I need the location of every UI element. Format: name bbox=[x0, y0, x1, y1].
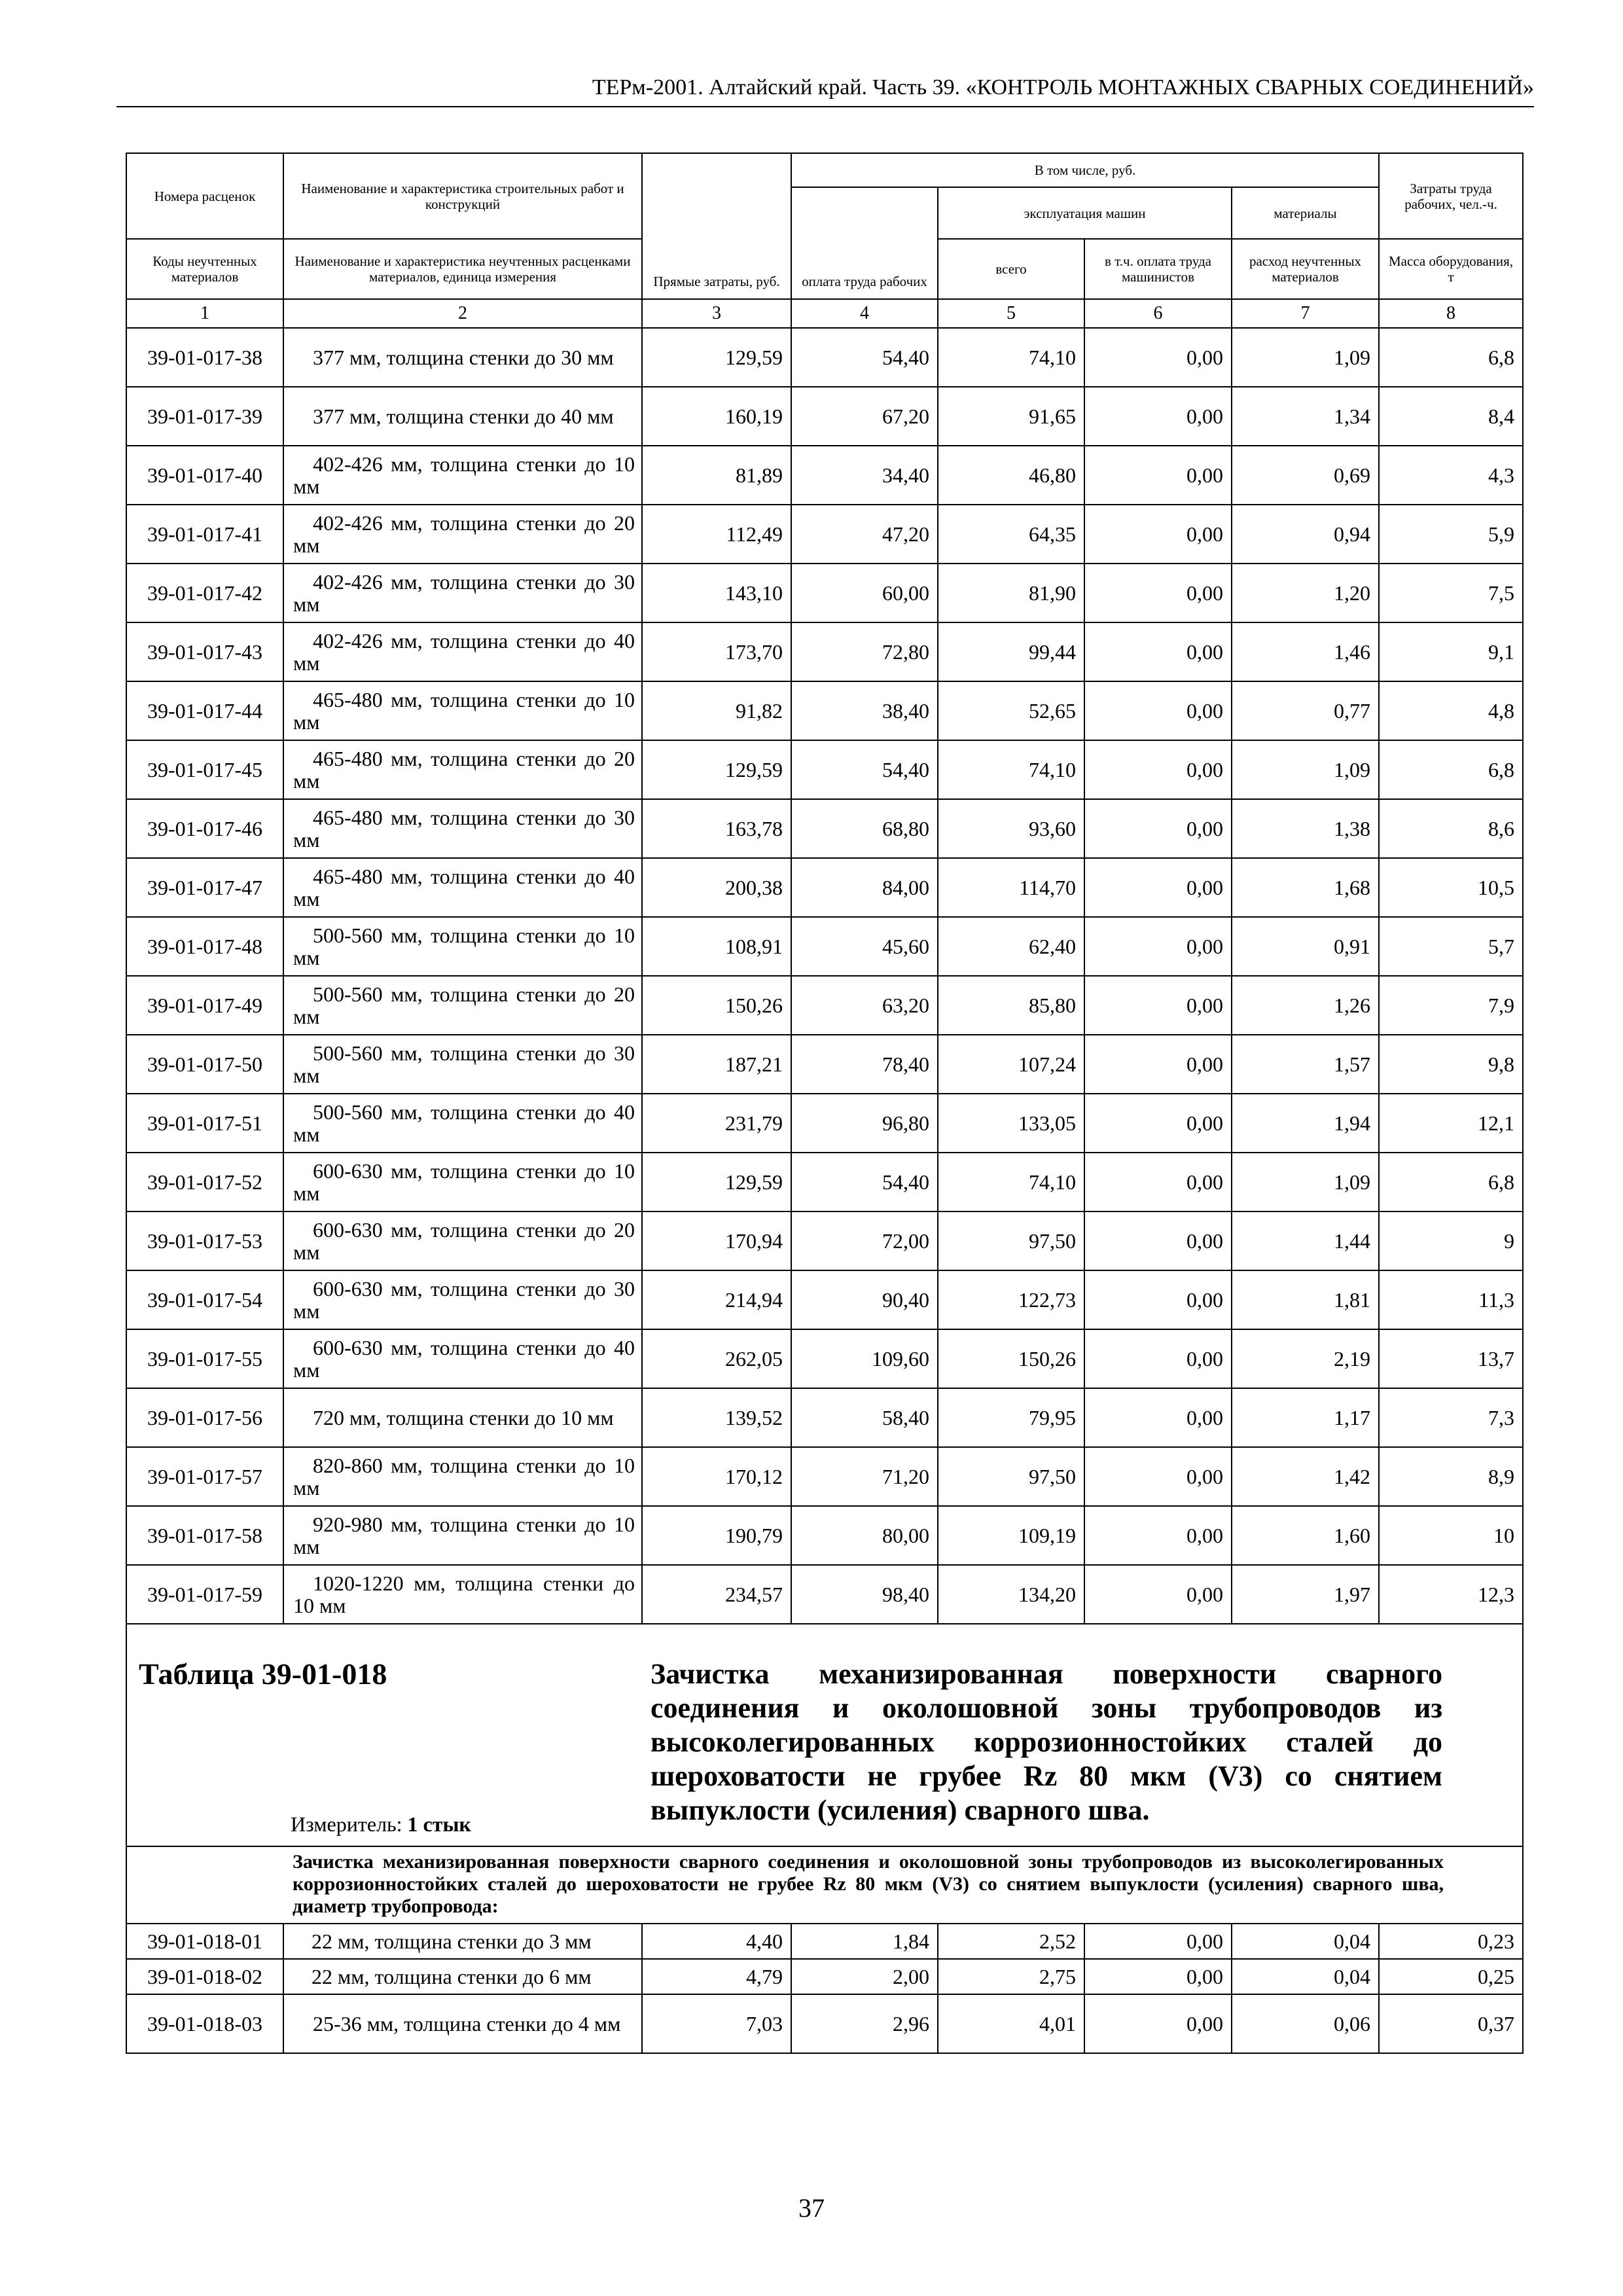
materials-cost: 1,17 bbox=[1232, 1388, 1379, 1447]
direct-cost: 160,19 bbox=[642, 387, 791, 446]
labor-pay: 54,40 bbox=[791, 740, 938, 799]
rate-code: 39-01-017-44 bbox=[126, 681, 283, 740]
machine-cost: 52,65 bbox=[938, 681, 1084, 740]
rate-code: 39-01-017-43 bbox=[126, 622, 283, 681]
materials-cost: 1,94 bbox=[1232, 1094, 1379, 1153]
materials-cost: 0,69 bbox=[1232, 446, 1379, 505]
column-number: 6 bbox=[1084, 299, 1232, 328]
rate-code: 39-01-017-54 bbox=[126, 1270, 283, 1329]
labor-pay: 72,00 bbox=[791, 1211, 938, 1270]
labor-hours: 12,1 bbox=[1379, 1094, 1523, 1153]
machine-cost: 74,10 bbox=[938, 328, 1084, 387]
machine-cost: 91,65 bbox=[938, 387, 1084, 446]
table-row bbox=[126, 1447, 1523, 1506]
machine-labor-pay: 0,00 bbox=[1084, 976, 1232, 1035]
table-title: Зачистка механизированная поверхности сварного соединения и околошовной зоны трубопроводов из высоколегированных коррозионностойких сталей до шероховатости не грубее Rz 80 мкм (V3) со снятием выпуклости (усиления) сварного шва. bbox=[651, 1658, 1442, 1826]
rate-description: 402-426 мм, толщина стенки до 10 мм bbox=[283, 446, 642, 505]
direct-cost: 4,40 bbox=[642, 1924, 791, 1959]
machine-cost: 4,01 bbox=[938, 1994, 1084, 2053]
col-code-bottom: Коды неучтенных материалов bbox=[126, 239, 283, 299]
rate-code: 39-01-017-57 bbox=[126, 1447, 283, 1506]
labor-pay: 34,40 bbox=[791, 446, 938, 505]
direct-cost: 234,57 bbox=[642, 1565, 791, 1624]
materials-cost: 0,04 bbox=[1232, 1924, 1379, 1959]
table-row bbox=[126, 622, 1523, 681]
col-labor: оплата труда рабочих bbox=[791, 187, 938, 299]
labor-hours: 7,9 bbox=[1379, 976, 1523, 1035]
direct-cost: 200,38 bbox=[642, 858, 791, 917]
rate-description: 600-630 мм, толщина стенки до 30 мм bbox=[283, 1270, 642, 1329]
table-header bbox=[126, 153, 1523, 328]
table-row bbox=[126, 505, 1523, 564]
col-name-top: Наименование и характеристика строительных работ и конструкций bbox=[283, 153, 642, 239]
materials-cost: 1,46 bbox=[1232, 622, 1379, 681]
materials-cost: 1,26 bbox=[1232, 976, 1379, 1035]
machine-cost: 150,26 bbox=[938, 1329, 1084, 1388]
direct-cost: 187,21 bbox=[642, 1035, 791, 1094]
labor-hours: 5,7 bbox=[1379, 917, 1523, 976]
labor-pay: 90,40 bbox=[791, 1270, 938, 1329]
machine-labor-pay: 0,00 bbox=[1084, 505, 1232, 564]
rate-description: 500-560 мм, толщина стенки до 10 мм bbox=[283, 917, 642, 976]
rates-table bbox=[126, 152, 1524, 2054]
machine-cost: 97,50 bbox=[938, 1447, 1084, 1506]
labor-pay: 47,20 bbox=[791, 505, 938, 564]
materials-cost: 1,09 bbox=[1232, 740, 1379, 799]
machine-labor-pay: 0,00 bbox=[1084, 799, 1232, 858]
materials-cost: 2,19 bbox=[1232, 1329, 1379, 1388]
machine-cost: 79,95 bbox=[938, 1388, 1084, 1447]
rate-description: 600-630 мм, толщина стенки до 20 мм bbox=[283, 1211, 642, 1270]
machine-cost: 64,35 bbox=[938, 505, 1084, 564]
machine-labor-pay: 0,00 bbox=[1084, 387, 1232, 446]
machine-labor-pay: 0,00 bbox=[1084, 1094, 1232, 1153]
machine-cost: 46,80 bbox=[938, 446, 1084, 505]
table-label: Таблица 39-01-018 bbox=[139, 1657, 387, 1691]
labor-pay: 78,40 bbox=[791, 1035, 938, 1094]
rate-description: 820-860 мм, толщина стенки до 10 мм bbox=[283, 1447, 642, 1506]
labor-pay: 60,00 bbox=[791, 564, 938, 622]
rate-code: 39-01-017-52 bbox=[126, 1153, 283, 1211]
col-machines-labor: в т.ч. оплата труда машинистов bbox=[1084, 239, 1232, 299]
direct-cost: 139,52 bbox=[642, 1388, 791, 1447]
machine-cost: 114,70 bbox=[938, 858, 1084, 917]
labor-hours: 5,9 bbox=[1379, 505, 1523, 564]
machine-labor-pay: 0,00 bbox=[1084, 622, 1232, 681]
labor-pay: 2,00 bbox=[791, 1959, 938, 1994]
table-body-018 bbox=[126, 1924, 1523, 2053]
column-numbers-row bbox=[126, 299, 1523, 328]
col-including: В том числе, руб. bbox=[791, 153, 1379, 187]
direct-cost: 262,05 bbox=[642, 1329, 791, 1388]
rate-description: 22 мм, толщина стенки до 6 мм bbox=[283, 1959, 642, 1994]
labor-pay: 98,40 bbox=[791, 1565, 938, 1624]
labor-hours: 6,8 bbox=[1379, 1153, 1523, 1211]
machine-cost: 93,60 bbox=[938, 799, 1084, 858]
direct-cost: 190,79 bbox=[642, 1506, 791, 1565]
labor-hours: 4,8 bbox=[1379, 681, 1523, 740]
machine-cost: 107,24 bbox=[938, 1035, 1084, 1094]
table-row bbox=[126, 1035, 1523, 1094]
table-row bbox=[126, 681, 1523, 740]
rate-code: 39-01-017-48 bbox=[126, 917, 283, 976]
table-row bbox=[126, 1094, 1523, 1153]
machine-labor-pay: 0,00 bbox=[1084, 740, 1232, 799]
labor-hours: 0,25 bbox=[1379, 1959, 1523, 1994]
table-row bbox=[126, 1388, 1523, 1447]
materials-cost: 1,20 bbox=[1232, 564, 1379, 622]
page-number: 37 bbox=[798, 2193, 825, 2223]
labor-pay: 1,84 bbox=[791, 1924, 938, 1959]
machine-cost: 74,10 bbox=[938, 1153, 1084, 1211]
machine-labor-pay: 0,00 bbox=[1084, 564, 1232, 622]
table-row bbox=[126, 387, 1523, 446]
machine-labor-pay: 0,00 bbox=[1084, 1506, 1232, 1565]
labor-pay: 54,40 bbox=[791, 328, 938, 387]
column-number: 7 bbox=[1232, 299, 1379, 328]
materials-cost: 0,06 bbox=[1232, 1994, 1379, 2053]
header-rule bbox=[116, 106, 1534, 107]
machine-labor-pay: 0,00 bbox=[1084, 1994, 1232, 2053]
table-row bbox=[126, 858, 1523, 917]
table-row bbox=[126, 799, 1523, 858]
direct-cost: 129,59 bbox=[642, 1153, 791, 1211]
rate-description: 600-630 мм, толщина стенки до 40 мм bbox=[283, 1329, 642, 1388]
labor-pay: 38,40 bbox=[791, 681, 938, 740]
rate-code: 39-01-017-41 bbox=[126, 505, 283, 564]
machine-cost: 62,40 bbox=[938, 917, 1084, 976]
rate-code: 39-01-017-58 bbox=[126, 1506, 283, 1565]
rate-code: 39-01-017-56 bbox=[126, 1388, 283, 1447]
rate-description: 1020-1220 мм, толщина стенки до 10 мм bbox=[283, 1565, 642, 1624]
rate-code: 39-01-017-50 bbox=[126, 1035, 283, 1094]
rate-description: 402-426 мм, толщина стенки до 20 мм bbox=[283, 505, 642, 564]
labor-pay: 63,20 bbox=[791, 976, 938, 1035]
direct-cost: 214,94 bbox=[642, 1270, 791, 1329]
column-number: 5 bbox=[938, 299, 1084, 328]
rate-code: 39-01-018-03 bbox=[126, 1994, 283, 2053]
table-row bbox=[126, 1565, 1523, 1624]
rate-description: 25-36 мм, толщина стенки до 4 мм bbox=[283, 1994, 642, 2053]
direct-cost: 143,10 bbox=[642, 564, 791, 622]
labor-hours: 6,8 bbox=[1379, 740, 1523, 799]
materials-cost: 0,94 bbox=[1232, 505, 1379, 564]
labor-pay: 58,40 bbox=[791, 1388, 938, 1447]
rate-code: 39-01-018-02 bbox=[126, 1959, 283, 1994]
labor-pay: 109,60 bbox=[791, 1329, 938, 1388]
col-code-top: Номера расценок bbox=[126, 153, 283, 239]
table-row bbox=[126, 917, 1523, 976]
machine-labor-pay: 0,00 bbox=[1084, 1924, 1232, 1959]
machine-labor-pay: 0,00 bbox=[1084, 1565, 1232, 1624]
rate-code: 39-01-017-40 bbox=[126, 446, 283, 505]
rate-description: 22 мм, толщина стенки до 3 мм bbox=[283, 1924, 642, 1959]
direct-cost: 108,91 bbox=[642, 917, 791, 976]
table-body-017 bbox=[126, 328, 1523, 1624]
col-machines: эксплуатация машин bbox=[938, 187, 1232, 239]
labor-pay: 54,40 bbox=[791, 1153, 938, 1211]
measure-label: Измеритель: bbox=[291, 1812, 402, 1836]
materials-cost: 0,91 bbox=[1232, 917, 1379, 976]
materials-cost: 1,57 bbox=[1232, 1035, 1379, 1094]
rate-code: 39-01-017-45 bbox=[126, 740, 283, 799]
materials-cost: 1,09 bbox=[1232, 1153, 1379, 1211]
labor-hours: 4,3 bbox=[1379, 446, 1523, 505]
labor-hours: 7,5 bbox=[1379, 564, 1523, 622]
labor-hours: 8,9 bbox=[1379, 1447, 1523, 1506]
machine-cost: 134,20 bbox=[938, 1565, 1084, 1624]
machine-labor-pay: 0,00 bbox=[1084, 1270, 1232, 1329]
rate-code: 39-01-018-01 bbox=[126, 1924, 283, 1959]
rate-code: 39-01-017-49 bbox=[126, 976, 283, 1035]
machine-cost: 81,90 bbox=[938, 564, 1084, 622]
rate-description: 377 мм, толщина стенки до 30 мм bbox=[283, 328, 642, 387]
rate-description: 465-480 мм, толщина стенки до 30 мм bbox=[283, 799, 642, 858]
labor-pay: 96,80 bbox=[791, 1094, 938, 1153]
group-spacer bbox=[126, 1846, 283, 1924]
machine-labor-pay: 0,00 bbox=[1084, 917, 1232, 976]
table-row bbox=[126, 1506, 1523, 1565]
col-machines-total: всего bbox=[938, 239, 1084, 299]
machine-cost: 74,10 bbox=[938, 740, 1084, 799]
labor-pay: 2,96 bbox=[791, 1994, 938, 2053]
rate-code: 39-01-017-59 bbox=[126, 1565, 283, 1624]
rate-code: 39-01-017-39 bbox=[126, 387, 283, 446]
machine-cost: 122,73 bbox=[938, 1270, 1084, 1329]
table-018-heading bbox=[126, 1624, 1523, 1924]
rate-description: 465-480 мм, толщина стенки до 40 мм bbox=[283, 858, 642, 917]
labor-hours: 6,8 bbox=[1379, 328, 1523, 387]
rate-description: 920-980 мм, толщина стенки до 10 мм bbox=[283, 1506, 642, 1565]
labor-hours: 12,3 bbox=[1379, 1565, 1523, 1624]
machine-labor-pay: 0,00 bbox=[1084, 1329, 1232, 1388]
direct-cost: 7,03 bbox=[642, 1994, 791, 2053]
direct-cost: 173,70 bbox=[642, 622, 791, 681]
rate-description: 465-480 мм, толщина стенки до 10 мм bbox=[283, 681, 642, 740]
table-row bbox=[126, 1329, 1523, 1388]
column-number: 1 bbox=[126, 299, 283, 328]
direct-cost: 112,49 bbox=[642, 505, 791, 564]
machine-cost: 99,44 bbox=[938, 622, 1084, 681]
table-row bbox=[126, 446, 1523, 505]
table-row bbox=[126, 976, 1523, 1035]
labor-hours: 10,5 bbox=[1379, 858, 1523, 917]
machine-labor-pay: 0,00 bbox=[1084, 681, 1232, 740]
measure-unit bbox=[291, 1812, 471, 1837]
table-row bbox=[126, 1924, 1523, 1959]
col-equipment-mass: Масса оборудования, т bbox=[1379, 239, 1523, 299]
labor-pay: 72,80 bbox=[791, 622, 938, 681]
rate-description: 500-560 мм, толщина стенки до 40 мм bbox=[283, 1094, 642, 1153]
machine-cost: 109,19 bbox=[938, 1506, 1084, 1565]
direct-cost: 129,59 bbox=[642, 740, 791, 799]
materials-cost: 1,38 bbox=[1232, 799, 1379, 858]
labor-pay: 45,60 bbox=[791, 917, 938, 976]
machine-cost: 2,52 bbox=[938, 1924, 1084, 1959]
materials-cost: 1,42 bbox=[1232, 1447, 1379, 1506]
machine-labor-pay: 0,00 bbox=[1084, 1035, 1232, 1094]
labor-hours: 13,7 bbox=[1379, 1329, 1523, 1388]
materials-cost: 1,09 bbox=[1232, 328, 1379, 387]
labor-hours: 11,3 bbox=[1379, 1270, 1523, 1329]
col-materials: материалы bbox=[1232, 187, 1379, 239]
table-title-cell bbox=[126, 1624, 1523, 1846]
running-header: ТЕРм-2001. Алтайский край. Часть 39. «КОНТРОЛЬ МОНТАЖНЫХ СВАРНЫХ СОЕДИНЕНИЙ» bbox=[592, 75, 1534, 99]
labor-hours: 9 bbox=[1379, 1211, 1523, 1270]
table-row bbox=[126, 1211, 1523, 1270]
table-row bbox=[126, 1959, 1523, 1994]
direct-cost: 81,89 bbox=[642, 446, 791, 505]
machine-cost: 97,50 bbox=[938, 1211, 1084, 1270]
rate-code: 39-01-017-46 bbox=[126, 799, 283, 858]
rate-description: 377 мм, толщина стенки до 40 мм bbox=[283, 387, 642, 446]
direct-cost: 163,78 bbox=[642, 799, 791, 858]
machine-cost: 133,05 bbox=[938, 1094, 1084, 1153]
machine-labor-pay: 0,00 bbox=[1084, 1211, 1232, 1270]
labor-pay: 80,00 bbox=[791, 1506, 938, 1565]
table-row bbox=[126, 1153, 1523, 1211]
rate-description: 500-560 мм, толщина стенки до 20 мм bbox=[283, 976, 642, 1035]
materials-cost: 0,77 bbox=[1232, 681, 1379, 740]
rate-code: 39-01-017-55 bbox=[126, 1329, 283, 1388]
rate-code: 39-01-017-51 bbox=[126, 1094, 283, 1153]
materials-cost: 1,68 bbox=[1232, 858, 1379, 917]
labor-hours: 9,8 bbox=[1379, 1035, 1523, 1094]
machine-labor-pay: 0,00 bbox=[1084, 328, 1232, 387]
column-number: 4 bbox=[791, 299, 938, 328]
labor-hours: 10 bbox=[1379, 1506, 1523, 1565]
rate-code: 39-01-017-53 bbox=[126, 1211, 283, 1270]
direct-cost: 4,79 bbox=[642, 1959, 791, 1994]
direct-cost: 231,79 bbox=[642, 1094, 791, 1153]
table-row bbox=[126, 740, 1523, 799]
table-row bbox=[126, 564, 1523, 622]
col-labor-cost: Затраты труда рабочих, чел.-ч. bbox=[1379, 153, 1523, 239]
labor-hours: 8,6 bbox=[1379, 799, 1523, 858]
direct-cost: 129,59 bbox=[642, 328, 791, 387]
materials-cost: 0,04 bbox=[1232, 1959, 1379, 1994]
labor-pay: 67,20 bbox=[791, 387, 938, 446]
rate-description: 402-426 мм, толщина стенки до 40 мм bbox=[283, 622, 642, 681]
machine-labor-pay: 0,00 bbox=[1084, 1959, 1232, 1994]
table-row bbox=[126, 328, 1523, 387]
rate-code: 39-01-017-38 bbox=[126, 328, 283, 387]
rate-description: 600-630 мм, толщина стенки до 10 мм bbox=[283, 1153, 642, 1211]
materials-cost: 1,34 bbox=[1232, 387, 1379, 446]
machine-labor-pay: 0,00 bbox=[1084, 1153, 1232, 1211]
labor-pay: 84,00 bbox=[791, 858, 938, 917]
group-title: Зачистка механизированная поверхности сварного соединения и околошовной зоны трубопроводов из высоколегированных коррозионностойких сталей до шероховатости не грубее Rz 80 мкм (V3) со снятием выпуклости (усиления) сварного шва, диаметр трубопровода: bbox=[283, 1846, 1523, 1924]
labor-hours: 8,4 bbox=[1379, 387, 1523, 446]
materials-cost: 1,81 bbox=[1232, 1270, 1379, 1329]
materials-cost: 1,97 bbox=[1232, 1565, 1379, 1624]
direct-cost: 170,94 bbox=[642, 1211, 791, 1270]
materials-cost: 1,44 bbox=[1232, 1211, 1379, 1270]
labor-hours: 0,37 bbox=[1379, 1994, 1523, 2053]
labor-pay: 68,80 bbox=[791, 799, 938, 858]
machine-cost: 85,80 bbox=[938, 976, 1084, 1035]
rate-description: 465-480 мм, толщина стенки до 20 мм bbox=[283, 740, 642, 799]
labor-hours: 9,1 bbox=[1379, 622, 1523, 681]
rate-description: 402-426 мм, толщина стенки до 30 мм bbox=[283, 564, 642, 622]
column-number: 2 bbox=[283, 299, 642, 328]
labor-hours: 7,3 bbox=[1379, 1388, 1523, 1447]
rate-description: 720 мм, толщина стенки до 10 мм bbox=[283, 1388, 642, 1447]
table-row bbox=[126, 1994, 1523, 2053]
machine-labor-pay: 0,00 bbox=[1084, 446, 1232, 505]
col-materials-unaccounted: расход неучтенных материалов bbox=[1232, 239, 1379, 299]
measure-value: 1 стык bbox=[407, 1812, 471, 1836]
col-direct: Прямые затраты, руб. bbox=[642, 153, 791, 299]
table-row bbox=[126, 1270, 1523, 1329]
machine-labor-pay: 0,00 bbox=[1084, 858, 1232, 917]
machine-labor-pay: 0,00 bbox=[1084, 1388, 1232, 1447]
machine-cost: 2,75 bbox=[938, 1959, 1084, 1994]
column-number: 3 bbox=[642, 299, 791, 328]
direct-cost: 150,26 bbox=[642, 976, 791, 1035]
rate-code: 39-01-017-42 bbox=[126, 564, 283, 622]
materials-cost: 1,60 bbox=[1232, 1506, 1379, 1565]
direct-cost: 170,12 bbox=[642, 1447, 791, 1506]
direct-cost: 91,82 bbox=[642, 681, 791, 740]
labor-pay: 71,20 bbox=[791, 1447, 938, 1506]
rate-code: 39-01-017-47 bbox=[126, 858, 283, 917]
rate-description: 500-560 мм, толщина стенки до 30 мм bbox=[283, 1035, 642, 1094]
machine-labor-pay: 0,00 bbox=[1084, 1447, 1232, 1506]
col-name-bottom: Наименование и характеристика неучтенных расценками материалов, единица измерения bbox=[283, 239, 642, 299]
labor-hours: 0,23 bbox=[1379, 1924, 1523, 1959]
column-number: 8 bbox=[1379, 299, 1523, 328]
